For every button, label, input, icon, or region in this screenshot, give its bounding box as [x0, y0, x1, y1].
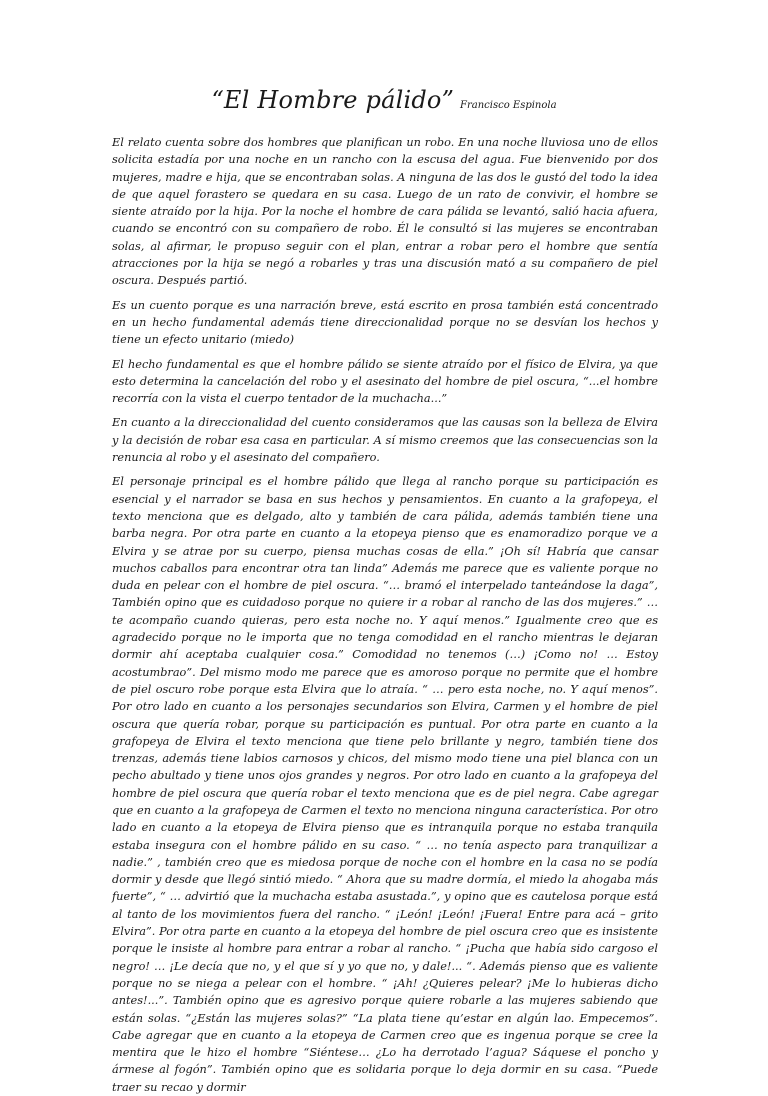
- paragraph-genre: Es un cuento porque es una narración breve, está escrito en prosa también está concentrado en un hecho fundamental además tiene direccionalidad porque no se desvían los hechos y tiene un efecto unitario (miedo): [112, 298, 658, 347]
- document-body: [112, 134, 658, 1096]
- paragraph-directionality: En cuanto a la direccionalidad del cuento consideramos que las causas son la belleza de Elvira y la decisión de robar esa casa en particular. A sí mismo creemos que las consecuencias son la renuncia al robo y el asesinato del compañero.: [112, 416, 658, 465]
- paragraph-fundamental-fact: El hecho fundamental es que el hombre pálido se siente atraído por el físico de Elvira, ya que esto determina la cancelación del robo y el asesinato del hombre de piel oscura, “...el hombre recorría con la vista el cuerpo tentador de la muchacha...”: [112, 357, 658, 406]
- paragraph-characters: El personaje principal es el hombre pálido que llega al rancho porque su participación es esencial y el narrador se basa en sus hechos y pensamientos. En cuanto a la grafopeya, el texto menciona que es delgado, alto y también de cara pálida, además también tiene una barba negra. Por otra parte en cuanto a la etopeya pienso que es enamoradizo porque ve a Elvira y se atrae por su cuerpo, piensa muchas cosas de ella.” ¡Oh sí! Habría que cansar muchos caballos para encontrar otra tan linda” Además me parece que es valiente porque no duda en pelear con el hombre de piel oscura. “… bramó el interpelado tanteándose la daga”, También opino que es cuidadoso porque no quiere ir a robar al rancho de las dos mujeres.” … te acompaño cuando quieras, pero esta noche no. Y aquí menos.” Igualmente creo que es agradecido porque no le importa que no tenga comodidad en el rancho mientras le dejaran dormir ahí aceptaba cualquier cosa.” Comodidad no tenemos (…) ¡Como no! … Estoy acostumbrao”. Del mismo modo me parece que es amoroso porque no permite que el hombre de piel oscuro robe porque esta Elvira que lo atraía. “ … pero esta noche, no. Y aquí menos”. Por otro lado en cuanto a los personajes secundarios son Elvira, Carmen y el hombre de piel oscura que quería robar, porque su participación es puntual. Por otra parte en cuanto a la grafopeya de Elvira el texto menciona que tiene pelo brillante y negro, también tiene dos trenzas, además tiene labios carnosos y chicos, del mismo modo tiene una piel blanca con un pecho abultado y tiene unos ojos grandes y negros. Por otro lado en cuanto a la grafopeya del hombre de piel oscura que quería robar el texto menciona que es de piel negra. Cabe agregar que en cuanto a la grafopeya de Carmen el texto no menciona ninguna característica. Por otro lado en cuanto a la etopeya de Elvira pienso que es intranquila porque no estaba tranquila estaba insegura con el hombre pálido en su caso. “ … no tenía aspecto para tranquilizar a nadie.” , también creo que es miedosa porque de noche con el hombre en la casa no se podía dormir y desde que llegó sintió miedo. “ Ahora que su madre dormía, el miedo la ahogaba más fuerte”, “ … advirtió que la muchacha estaba asustada.”, y opino que es cautelosa porque está al tanto de los movimientos fuera del rancho. “ ¡León! ¡León! ¡Fuera! Entre para acá – grito Elvira”. Por otra parte en cuanto a la etopeya del hombre de piel oscura creo que es insistente porque le insiste al hombre para entrar a robar al rancho. “ ¡Pucha que había sido cargoso el negro! … ¡Le decía que no, y el que sí y yo que no, y dale!... “. Además pienso que es valiente porque no se niega a pelear con el hombre. “ ¡Ah! ¿Quieres pelear? ¡Me lo hubieras dicho antes!...”. También opino que es agresivo porque quiere robarle a las mujeres sabiendo que están solas. “¿Están las mujeres solas?” “La plata tiene qu’estar en algún lao. Empecemos”. Cabe agregar que en cuanto a la etopeya de Carmen creo que es ingenua porque se cree la mentira que le hizo el hombre “Siéntese… ¿Lo ha derrotado l’agua? Sáquese el poncho y ármese al fogón”. También opino que es solidaria porque lo deja dormir en su casa. “Puede traer su recao y dormir: [112, 475, 658, 1094]
- document-author: Francisco Espinola: [460, 100, 557, 111]
- paragraph-summary: El relato cuenta sobre dos hombres que planifican un robo. En una noche lluviosa uno de ellos solicita estadía por una noche en un rancho con la escusa del agua. Fue bienvenido por dos mujeres, madre e hija, que se encontraban solas. A ninguna de las dos le gustó del todo la idea de que aquel forastero se quedara en su casa. Luego de un rato de convivir, el hombre se siente atraído por la hija. Por la noche el hombre de cara pálida se levantó, salió hacia afuera, cuando se encontró con su compañero de robo. Él le consultó si las mujeres se encontraban solas, al afirmar, le propuso seguir con el plan, entrar a robar pero el hombre que sentía atracciones por la hija se negó a robarles y tras una discusión mató a su compañero de piel oscura. Después partió.: [112, 136, 658, 288]
- title-row: [0, 86, 768, 114]
- document-title: “El Hombre pálido”: [211, 86, 455, 114]
